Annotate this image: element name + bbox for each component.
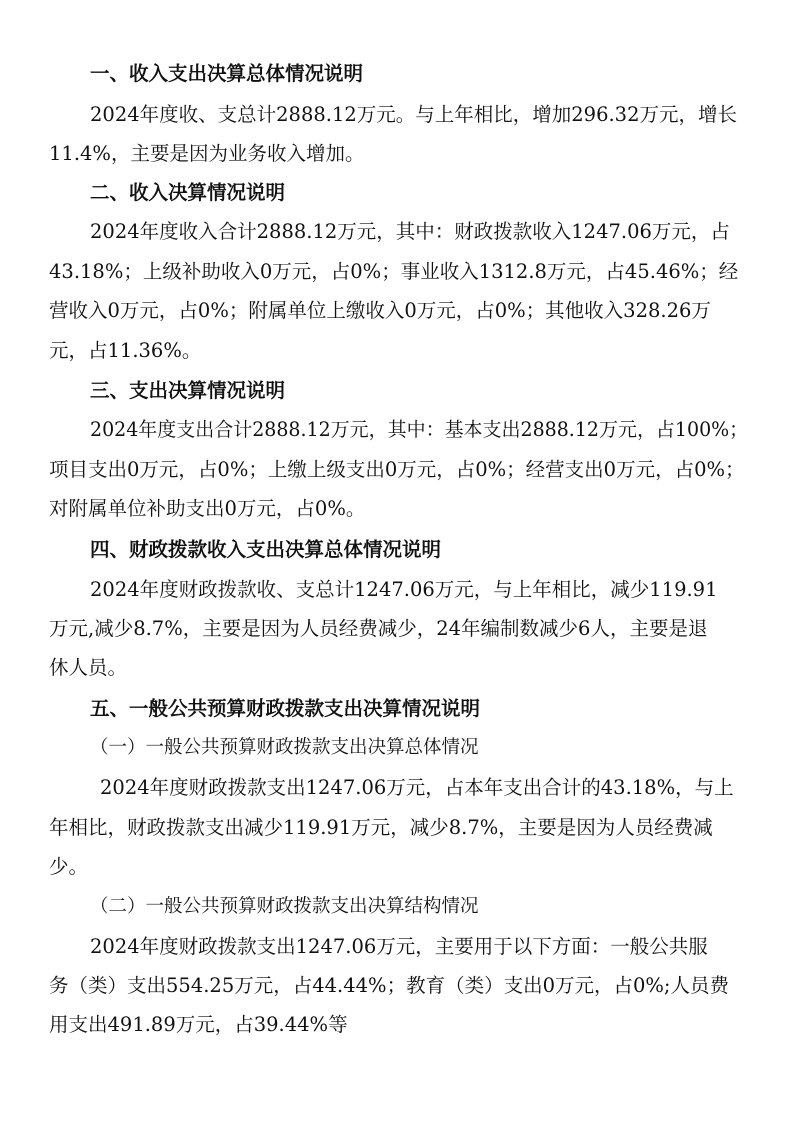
section-4-heading: 四、财政拨款收入支出决算总体情况说明	[90, 538, 442, 561]
section-3-line-3: 对附属单位补助支出0万元，占0%。	[49, 497, 366, 520]
subsection-5-1-heading: （一）一般公共预算财政拨款支出决算总体情况	[90, 737, 479, 758]
section-4-line-2: 万元,减少8.7%，主要是因为人员经费减少，24年编制数减少6人，主要是退	[49, 617, 708, 640]
subsection-5-2-heading: （二）一般公共预算财政拨款支出决算结构情况	[90, 896, 479, 917]
section-2-line-3: 营收入0万元，占0%；附属单位上缴收入0万元，占0%；其他收入328.26万	[49, 299, 711, 322]
subsection-5-2-line-1: 2024年度财政拨款支出1247.06万元，主要用于以下方面：一般公共服	[90, 935, 708, 958]
section-1-line-2: 11.4%，主要是因为业务收入增加。	[49, 142, 365, 165]
section-4-line-1: 2024年度财政拨款收、支总计1247.06万元，与上年相比，减少119.91	[90, 578, 718, 601]
subsection-5-1-line-3: 少。	[49, 855, 89, 878]
section-2-heading: 二、收入决算情况说明	[90, 181, 286, 204]
subsection-5-1-line-1: 2024年度财政拨款支出1247.06万元，占本年支出合计的43.18%，与上	[100, 776, 734, 799]
section-1-line-1: 2024年度收、支总计2888.12万元。与上年相比，增加296.32万元，增长	[90, 103, 737, 126]
section-4-line-3: 休人员。	[49, 656, 128, 679]
section-2-line-1: 2024年度收入合计2888.12万元，其中：财政拨款收入1247.06万元，占	[90, 220, 730, 243]
section-3-heading: 三、支出决算情况说明	[90, 379, 286, 402]
section-2-line-4: 元，占11.36%。	[49, 339, 202, 362]
section-2-line-2: 43.18%；上级补助收入0万元，占0%；事业收入1312.8万元，占45.46%；经	[49, 260, 739, 283]
section-3-line-1: 2024年度支出合计2888.12万元，其中：基本支出2888.12万元，占100%；	[90, 418, 749, 441]
section-3-line-2: 项目支出0万元，占0%；上缴上级支出0万元，占0%；经营支出0万元，占0%；	[49, 458, 745, 481]
subsection-5-1-line-2: 年相比，财政拨款支出减少119.91万元，减少8.7%，主要是因为人员经费减	[49, 816, 713, 839]
subsection-5-2-line-3: 用支出491.89万元，占39.44%等	[49, 1013, 348, 1036]
section-5-heading: 五、一般公共预算财政拨款支出决算情况说明	[90, 697, 481, 720]
section-1-heading: 一、收入支出决算总体情况说明	[90, 62, 364, 85]
subsection-5-2-line-2: 务（类）支出554.25万元，占44.44%；教育（类）支出0万元，占0%;人员费	[49, 974, 729, 997]
